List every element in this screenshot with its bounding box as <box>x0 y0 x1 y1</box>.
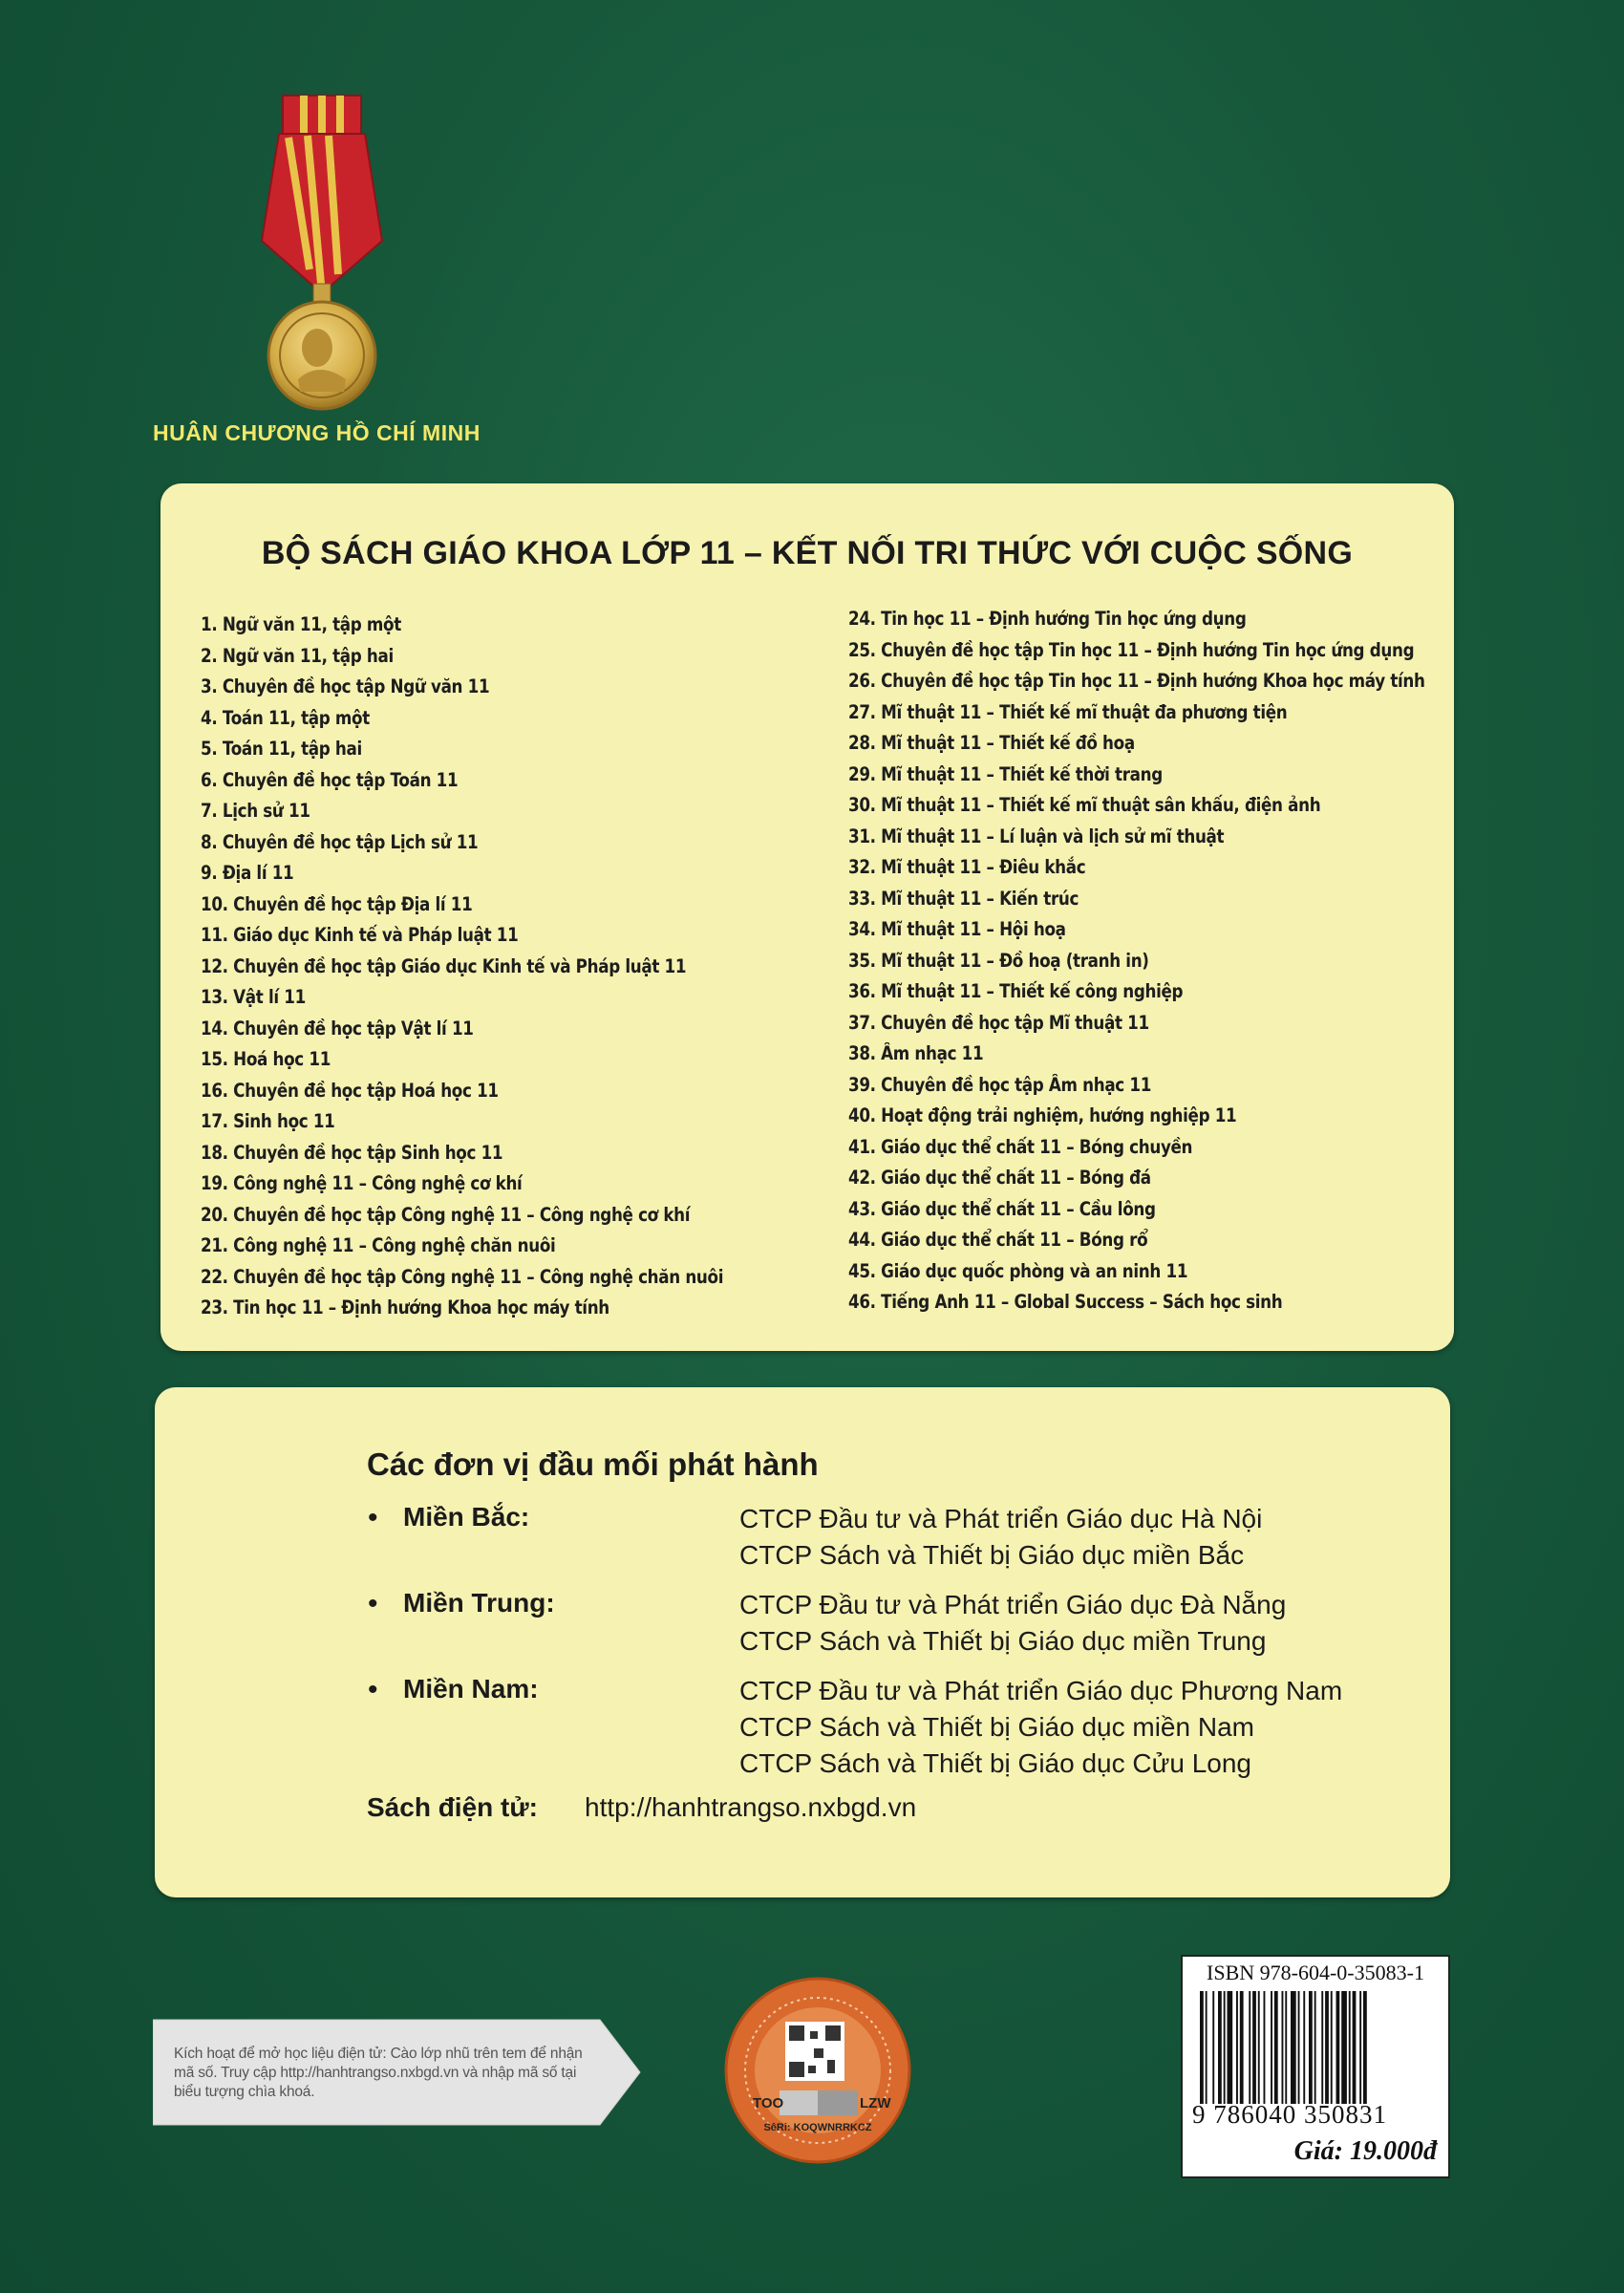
book-list-item: 9. Địa lí 11 <box>201 862 294 884</box>
book-list-item: 3. Chuyên đề học tập Ngữ văn 11 <box>201 675 490 697</box>
book-list-item: 29. Mĩ thuật 11 – Thiết kế thời trang <box>848 762 1163 785</box>
distribution-title: Các đơn vị đầu mối phát hành <box>367 1447 819 1482</box>
book-list-item: 42. Giáo dục thể chất 11 – Bóng đá <box>848 1167 1151 1189</box>
activation-note <box>153 2016 642 2129</box>
distributor-line: CTCP Sách và Thiết bị Giáo dục miền Trung <box>739 1626 1267 1656</box>
distributor-line: CTCP Sách và Thiết bị Giáo dục miền Nam <box>739 1712 1254 1742</box>
stamp-serial: SêRi: KOQWNRRKCZ <box>763 2122 872 2133</box>
book-list-item: 18. Chuyên đề học tập Sinh học 11 <box>201 1141 503 1164</box>
bullet: • <box>368 1674 378 1705</box>
book-list-item: 13. Vật lí 11 <box>201 986 306 1008</box>
distributor-line: CTCP Sách và Thiết bị Giáo dục miền Bắc <box>739 1540 1245 1570</box>
book-series-title: BỘ SÁCH GIÁO KHOA LỚP 11 – KẾT NỐI TRI THỨC VỚI CUỘC SỐNG <box>261 535 1354 571</box>
book-list-item: 15. Hoá học 11 <box>201 1048 331 1070</box>
book-list-item: 32. Mĩ thuật 11 – Điêu khắc <box>848 856 1086 878</box>
region-name: Miền Nam: <box>403 1674 539 1704</box>
book-list-item: 7. Lịch sử 11 <box>201 800 310 822</box>
activation-text: Kích hoạt để mở học liệu điện tử: Cào lớp nhũ trên tem để nhận mã số. Truy cập http://hanhtrangso.nxbgd.vn và nhập mã số tại biểu tượng chìa khoá. <box>174 2046 583 2100</box>
medal-icon <box>250 88 394 413</box>
barcode-box <box>1181 1955 1450 2178</box>
distributor-line: CTCP Đầu tư và Phát triển Giáo dục Hà Nội <box>739 1504 1263 1533</box>
book-list-item: 8. Chuyên đề học tập Lịch sử 11 <box>201 830 479 853</box>
barcode-icon <box>1198 1991 1433 2104</box>
book-list-item: 19. Công nghệ 11 – Công nghệ cơ khí <box>201 1172 523 1194</box>
book-list-item: 39. Chuyên đề học tập Âm nhạc 11 <box>848 1073 1152 1096</box>
distributor-line: CTCP Sách và Thiết bị Giáo dục Cửu Long <box>739 1748 1251 1778</box>
ebook-label: Sách điện tử: <box>367 1792 538 1822</box>
book-list-item: 20. Chuyên đề học tập Công nghệ 11 – Công nghệ cơ khí <box>201 1203 691 1226</box>
book-list-item: 37. Chuyên đề học tập Mĩ thuật 11 <box>848 1011 1149 1034</box>
price-label: Giá: 19.000đ <box>1293 2136 1437 2166</box>
book-list-item: 4. Toán 11, tập một <box>201 706 370 729</box>
region-name: Miền Bắc: <box>403 1502 530 1532</box>
book-list-item: 35. Mĩ thuật 11 – Đồ hoạ (tranh in) <box>848 949 1149 972</box>
book-list-item: 2. Ngữ văn 11, tập hai <box>201 644 394 667</box>
book-list-item: 10. Chuyên đề học tập Địa lí 11 <box>201 892 473 915</box>
book-list-item: 24. Tin học 11 – Định hướng Tin học ứng dụng <box>848 608 1247 630</box>
region-name: Miền Trung: <box>403 1588 555 1618</box>
book-list-item: 33. Mĩ thuật 11 – Kiến trúc <box>848 887 1079 910</box>
book-list-item: 11. Giáo dục Kinh tế và Pháp luật 11 <box>201 924 519 946</box>
book-list-item: 36. Mĩ thuật 11 – Thiết kế công nghiệp <box>848 980 1184 1002</box>
book-list-item: 16. Chuyên đề học tập Hoá học 11 <box>201 1079 499 1102</box>
book-list-item: 40. Hoạt động trải nghiệm, hướng nghiệp 11 <box>848 1104 1237 1126</box>
book-list-item: 41. Giáo dục thể chất 11 – Bóng chuyền <box>848 1135 1193 1158</box>
distributor-line: CTCP Đầu tư và Phát triển Giáo dục Đà Nẵng <box>739 1590 1287 1619</box>
book-list-item: 46. Tiếng Anh 11 – Global Success – Sách học sinh <box>848 1291 1283 1313</box>
book-list-item: 38. Âm nhạc 11 <box>848 1042 984 1064</box>
book-list-item: 14. Chuyên đề học tập Vật lí 11 <box>201 1017 474 1039</box>
book-list-item: 12. Chuyên đề học tập Giáo dục Kinh tế và Pháp luật 11 <box>201 954 687 977</box>
book-list-item: 22. Chuyên đề học tập Công nghệ 11 – Công nghệ chăn nuôi <box>201 1265 724 1288</box>
book-list-item: 6. Chuyên đề học tập Toán 11 <box>201 768 459 791</box>
ebook-url: http://hanhtrangso.nxbgd.vn <box>585 1792 917 1822</box>
book-list-item: 23. Tin học 11 – Định hướng Khoa học máy tính <box>201 1297 609 1318</box>
book-list-item: 45. Giáo dục quốc phòng và an ninh 11 <box>848 1259 1188 1282</box>
stamp-code-2: LZW <box>860 2095 891 2111</box>
isbn-text: ISBN 978-604-0-35083-1 <box>1207 1961 1424 1984</box>
book-list-item: 5. Toán 11, tập hai <box>201 738 362 760</box>
award-label: HUÂN CHƯƠNG HỒ CHÍ MINH <box>153 420 481 445</box>
book-list-item: 44. Giáo dục thể chất 11 – Bóng rổ <box>848 1229 1148 1251</box>
book-list-item: 43. Giáo dục thể chất 11 – Cầu lông <box>848 1197 1156 1220</box>
book-list-item: 30. Mĩ thuật 11 – Thiết kế mĩ thuật sân khấu, điện ảnh <box>848 794 1321 816</box>
book-list-item: 27. Mĩ thuật 11 – Thiết kế mĩ thuật đa phương tiện <box>848 700 1288 723</box>
stamp-code: TOO <box>753 2095 784 2111</box>
book-list-right-column <box>848 604 1460 1318</box>
bullet: • <box>368 1588 378 1619</box>
book-list-item: 31. Mĩ thuật 11 – Lí luận và lịch sử mĩ thuật <box>848 825 1225 847</box>
distribution-panel <box>155 1387 1450 1897</box>
book-list-item: 26. Chuyên đề học tập Tin học 11 – Định hướng Khoa học máy tính <box>848 670 1425 692</box>
barcode-digits: 9 786040 350831 <box>1192 2100 1387 2129</box>
book-list-panel <box>160 483 1454 1351</box>
book-list-left-column <box>201 610 850 1324</box>
book-list-item: 34. Mĩ thuật 11 – Hội hoạ <box>848 918 1066 940</box>
book-list-item: 17. Sinh học 11 <box>201 1110 335 1132</box>
book-list-item: 21. Công nghệ 11 – Công nghệ chăn nuôi <box>201 1234 556 1256</box>
distributor-line: CTCP Đầu tư và Phát triển Giáo dục Phương Nam <box>739 1676 1343 1705</box>
book-list-item: 1. Ngữ văn 11, tập một <box>201 613 401 635</box>
scratch-stamp-icon <box>724 1972 911 2169</box>
book-list-item: 25. Chuyên đề học tập Tin học 11 – Định hướng Tin học ứng dụng <box>848 638 1415 661</box>
book-list-item: 28. Mĩ thuật 11 – Thiết kế đồ hoạ <box>848 732 1135 754</box>
bullet: • <box>368 1502 378 1533</box>
